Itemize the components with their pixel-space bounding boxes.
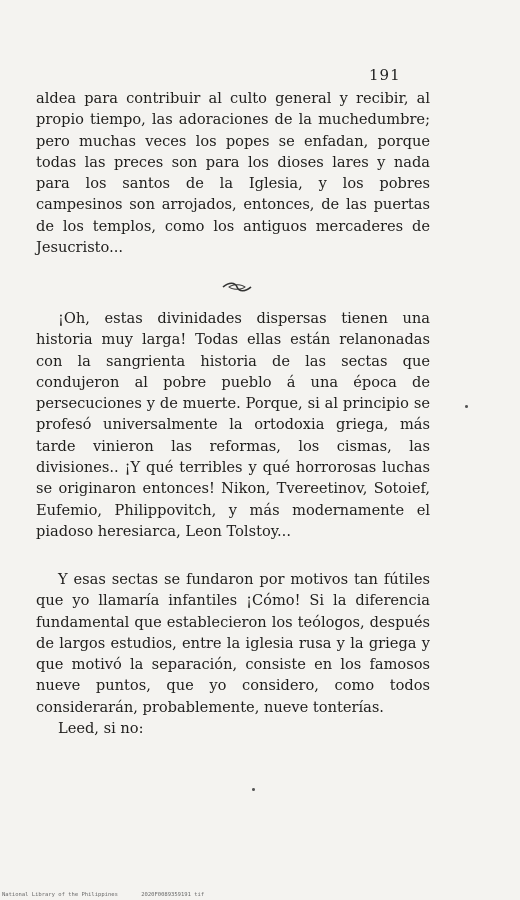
paragraph-2: ¡Oh, estas divinidades dispersas tienen una historia muy larga! Todas ellas están relanonadas con la sangrienta historia de las sectas que condujeron al pobre pueblo á una época de persecuciones y de muerte. Porque, si al principio se profesó universalmente la ortodoxia griega, más tarde vinieron las reformas, los cismas, las divisiones.. ¡Y qué terribles y qué horrorosas luchas se originaron entonces! Nikon, Tvereetinov, Sotoief, Eufemio, Philippovitch, y más modernamente el piadoso heresiarca, Leon Tolstoy... <box>36 310 430 540</box>
ink-speck <box>465 405 468 408</box>
paragraph-1: aldea para contribuir al culto general y recibir, al propio tiempo, las adoraciones de la muchedumbre; pero muchas veces los popes se enfadan, porque todas las preces son para los dioses lares y nada para los santos de la Iglesia, y los pobres campesinos son arrojados, entonces, de las puertas de los templos, como los antiguos mercaderes de Jesucristo... <box>36 90 430 257</box>
paragraph-3: Y esas sectas se fundaron por motivos tan fútiles que yo llamaría infantiles ¡Cómo! Si la diferencia fundamental que establecieron los teólogos, después de largos estudios, entre la iglesia rusa y la griega y que motivó la separación, consiste en los famosos nueve puntos, que yo considero, como todos considerarán, probablemente, nueve tonterías. <box>36 571 430 716</box>
scan-footer <box>2 892 204 898</box>
text-block-upper <box>36 88 430 258</box>
text-block-lower <box>36 569 430 739</box>
footer-code: 2020F0089359191 tif <box>141 892 205 898</box>
footer-library: National Library of the Philippines <box>2 892 118 898</box>
text-block-middle <box>36 308 430 542</box>
page-number: 191 <box>369 66 401 84</box>
paragraph-4: Leed, si no: <box>58 720 144 738</box>
fleuron-ornament-icon <box>221 280 253 294</box>
ink-speck <box>252 788 255 791</box>
